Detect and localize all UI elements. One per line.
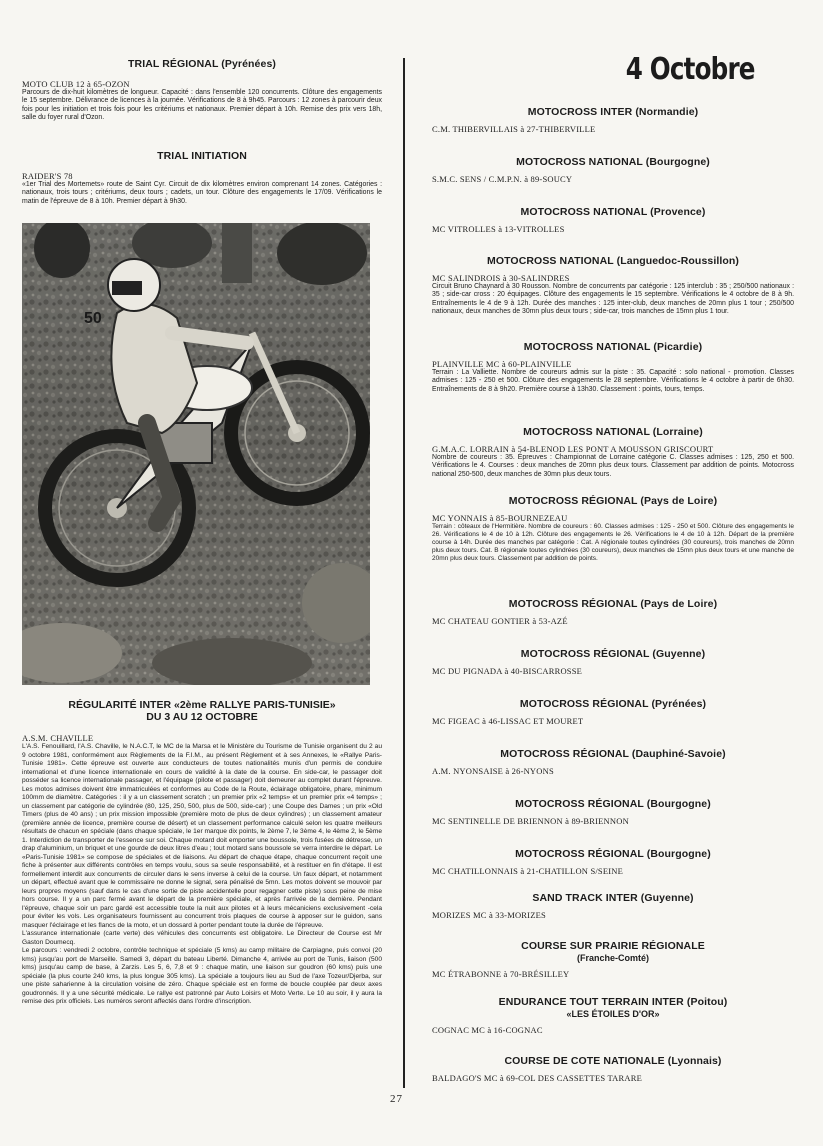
club-name: MC SENTINELLE DE BRIENNON à 89-BRIENNON xyxy=(432,816,629,826)
event-title: COURSE DE COTE NATIONALE (Lyonnais) xyxy=(504,1055,722,1067)
section-title: TRIAL RÉGIONAL (Pyrénées) xyxy=(128,58,276,70)
event-item xyxy=(432,648,794,676)
club-name: MC FIGEAC à 46-LISSAC ET MOURET xyxy=(432,716,584,726)
club-name: MC VITROLLES à 13-VITROLLES xyxy=(432,224,565,234)
event-item xyxy=(432,940,794,979)
rider-number: 50 xyxy=(84,310,102,327)
event-text: Circuit Bruno Chaynard à 30 Rousson. Nombre de concurrents par catégorie : 125 interclub : 35 ; 250/500 nationaux : 35 ; side-car cross : 20 équipages. Clôture des engagements le 15 septembre. Vérifications le 4 octobre de 8 à 9h. Entraînements le 4 de 9 à 12h. Durée des manches : 125 inter-club, deux manches de 20mn plus 1 tour ; 250/500 nationaux, deux manches de 30mn plus deux tours ; side-car, trois manches de 15mn plus 1 tour. xyxy=(432,283,794,316)
club-name: C.M. THIBERVILLAIS à 27-THIBERVILLE xyxy=(432,124,596,134)
column-divider xyxy=(403,58,405,1088)
trial-rider-photo xyxy=(22,223,370,685)
regularite-section xyxy=(22,699,382,1007)
event-text: Terrain : La Valliette. Nombre de coureurs admis sur la piste : 35. Capacité : solo national - promotion. Classes admises : 125 - 250 et 500. Clôture des engagements le 28 septembre. Vérifications le 4 octobre à partir de 6h30. Entraînements de 8 à 9h20. Première course à 13h30. Classement : points, tours, temps. xyxy=(432,369,794,393)
club-name: MC CHATEAU GONTIER à 53-AZÉ xyxy=(432,616,568,626)
club-name: COGNAC MC à 16-COGNAC xyxy=(432,1025,543,1035)
club-name: MORIZES MC à 33-MORIZES xyxy=(432,910,546,920)
event-title: MOTOCROSS NATIONAL (Picardie) xyxy=(523,341,703,353)
section-text: Parcours de dix-huit kilomètres de longueur. Capacité : dans l'ensemble 120 concurrents. Clôture des engagements le 15 septembre. Délivrance de licences à la journée. Vérifications de 8 à 9h45. Parcours : 12 zones à parcourir deux fois pour les initiation et trois fois pour les critériums et nationaux. Premier départ à 10h. Remise des prix vers 18h, salle du foyer rural d'Ozon. xyxy=(22,89,382,122)
event-item xyxy=(432,892,794,920)
event-title: MOTOCROSS INTER (Normandie) xyxy=(527,106,699,118)
event-item xyxy=(432,848,794,876)
section-text-2: L'assurance internationale (carte verte) des véhicules des concurrents est obligatoire. Le Directeur de Course est Mr Gaston Doumecq. xyxy=(22,930,382,946)
club-name: RAIDER'S 78 xyxy=(22,171,73,181)
event-item xyxy=(432,255,794,317)
event-title: MOTOCROSS NATIONAL (Bourgogne) xyxy=(516,156,710,168)
event-item xyxy=(432,106,794,134)
club-name: MC CHATILLONNAIS à 21-CHATILLON S/SEINE xyxy=(432,866,624,876)
event-title: MOTOCROSS RÉGIONAL (Bourgogne) xyxy=(515,848,711,860)
motorcycle-rider-illustration xyxy=(22,223,370,685)
section-text: «1er Trial des Mortemets» route de Saint Cyr. Circuit de dix kilomètres environ comprenant 14 zones. Catégories : nationaux, trois tours ; critériums, deux tours ; cadets, un tour. Clôture des engagements le 17/09. Vérifications le matin de l'épreuve de 8 à 10h. Premier départ à 9h30. xyxy=(22,181,382,205)
left-column xyxy=(22,58,382,1007)
event-title: COURSE SUR PRAIRIE RÉGIONALE xyxy=(521,940,705,952)
date-heading: 4 Octobre xyxy=(625,52,755,87)
event-item xyxy=(432,1055,794,1083)
section-text-3: Le parcours : vendredi 2 octobre, contrôle technique et spéciale (5 kms) au camp militaire de Carpiagne, puis convoi (20 kms) jusqu'au port de Marseille. Samedi 3, départ du bateau Liberté. Dimanche 4, arrivée au port de Tunis, liaison (500 kms) jusqu'au camp de base, à Zarzis. Les 5, 6, 7,8 et 9 : chaque matin, une liaison sur goudron (60 kms) puis une spéciale (la plus courte 240 kms, la plus longue 305 kms). La spéciale a toujours lieu au Sud de l'axe Tozeur/Djerba, sur une piste saharienne à la circulation voisine de zéro. Chaque spéciale est en forme de boucle couplée par deux axes goudronnés. Il y a une sécurité médicale. Le rallye est patronné par Auto Loisirs et Moto Verte. Le 10 au soir, il y aura la remise des prix officiels. Les numéros seront affectés dans l'ordre d'inscription. xyxy=(22,947,382,1005)
event-title: MOTOCROSS NATIONAL (Provence) xyxy=(520,206,706,218)
section-subtitle: DU 3 AU 12 OCTOBRE xyxy=(146,711,258,723)
event-text: Terrain : côteaux de l'Hermitière. Nombre de coureurs : 60. Classes admises : 125 - 250 et 500. Clôture des engagements le 26. Vérifications le 4 de 10 à 12h. Clôture des engagements le 26. Vérifications le 4 de 10 à 12h. Départ de la première course à 14h. Durée des manches par catégorie : Cat. A régionale toutes cylindrées (30 coureurs), trois manches de 20mn plus deux tours. Cat. B régionale toutes cylindrées (30 coureurs), deux manches de 15mn plus deux tours et une manche de 20mn plus deux tours. Classement par addition de points. xyxy=(432,523,794,562)
event-title: MOTOCROSS RÉGIONAL (Guyenne) xyxy=(520,648,706,660)
event-item xyxy=(432,598,794,626)
event-item xyxy=(432,698,794,726)
section-text: L'A.S. Fenouillard, l'A.S. Chaville, le N.A.C.T, le MC de la Marsa et le Ministère du Tourisme de Tunisie organisent du 2 au 9 octobre 1981, conformément aux Règlements de la F.I.M., au présent Règlement et à ses Annexes, le «Rallye Paris-Tunisie 1981». Cette épreuve est ouverte aux conducteurs de toutes nationalités munis d'un permis de conduire international et d'une licence internationale en cours de validité à la date de la course. En side-car, le passager doit posséder sa licence internationale passager, et l'équipage (pilote et passager) doit demeurer au complet durant l'épreuve. Les motos admises doivent être immatriculées et conformes au Code de la Route, éclairage obligatoire, phare, minimum 100mm de diamètre. Catégories : il y a un classement scratch ; un premier prix «2 temps» et un premier prix «4 temps» ; un classement par catégorie de cylindrée (80, 125, 250, 500, plus de 500, side-car) ; une Coupe des Dames ; un prix «Old Timers (plus de 40 ans) ; un prix mission impossible (première moto de plus de deux cylindres) ; un classement amateur (première année de licence, première course de désert) et un classement performance calculé selon les quatre meilleurs résultats de chacun en spéciale (dans chaque spéciale, le 1er marque dix points, le 2ème 7, le 3ème 4, le 4ème 2, le 5ème 1. Interdiction de transporter de l'essence sur soi. Chaque motard doit emporter une boussole, trois fusées de détresse, un drap d'aluminium, un briquet et une gourde de deux litres d'eau ; tout motard sans boussole se verra interdire le départ. Le «Paris-Tunisie 1981» se compose de spéciales et de liaisons. Au départ de chaque étape, chaque concurrent reçoit une fiche à présenter aux différents contrôles en temps voulu, sous sa seule responsabilité, et à restituer en fin d'étape. Il est formellement interdit aux concurrents de circuler dans le sens inverse à celui de la course. Un faux départ, et notamment un départ, effectué avant que le commissaire ne donne le signal, sera pénalisé de 5mn. Les motos doivent se mouvoir par leurs propres moyens (sauf dans le cas d'une sortie de piste accidentelle pour regagner cette piste) sous peine de mise hors course. Il y a un parc fermé avant le départ de la première spéciale, et après l'arrivée de la dernière. Pendant l'épreuve, chaque soir un parc gardé est accessible toute la nuit aux pilotes et à leurs mécaniciens exclusivement -cela pour éviter les vols. Les organisateurs fournissent au concurrent trois plaques de course à apposer sur le guidon, sans masquer l'éclairage et les flancs de la moto, et un dossard à porter pendant toute la durée de l'épreuve. xyxy=(22,743,382,929)
event-item xyxy=(432,341,794,394)
event-text: Nombre de coureurs : 35. Épreuves : Championnat de Lorraine catégorie C. Classes admises : 125, 250 et 500. Vérifications le 4. Courses : deux manches de 20mn plus deux tours. Classement par addition de points. Motocross national 250-500, deux manches de 30mn plus deux tours. xyxy=(432,454,794,478)
club-name: BALDAGO'S MC à 69-COL DES CASSETTES TARARE xyxy=(432,1073,642,1083)
section-title: TRIAL INITIATION xyxy=(157,150,247,162)
club-name: A.S.M. CHAVILLE xyxy=(22,733,94,743)
event-item xyxy=(432,996,794,1035)
page-number: 27 xyxy=(390,1093,403,1105)
club-name: S.M.C. SENS / C.M.P.N. à 89-SOUCY xyxy=(432,174,573,184)
club-name: MC ÉTRABONNE à 70-BRÉSILLEY xyxy=(432,969,570,979)
event-title: ENDURANCE TOUT TERRAIN INTER (Poitou) xyxy=(498,996,728,1008)
event-item xyxy=(432,748,794,776)
event-title: MOTOCROSS RÉGIONAL (Dauphiné-Savoie) xyxy=(500,748,726,760)
event-title: SAND TRACK INTER (Guyenne) xyxy=(532,892,694,904)
club-name: PLAINVILLE MC à 60-PLAINVILLE xyxy=(432,359,572,369)
event-title: MOTOCROSS RÉGIONAL (Pays de Loire) xyxy=(508,598,718,610)
right-column xyxy=(432,52,794,1083)
event-item xyxy=(432,426,794,479)
club-name: MOTO CLUB 12 à 65-OZON xyxy=(22,79,130,89)
event-title: MOTOCROSS RÉGIONAL (Bourgogne) xyxy=(515,798,711,810)
event-subtitle: «LES ÉTOILES D'OR» xyxy=(566,1009,660,1019)
trial-regional-section xyxy=(22,58,382,138)
club-name: MC YONNAIS à 85-BOURNEZEAU xyxy=(432,513,568,523)
club-name: A.M. NYONSAISE à 26-NYONS xyxy=(432,766,554,776)
section-title: RÉGULARITÉ INTER «2ème RALLYE PARIS-TUNISIE» xyxy=(68,699,336,711)
trial-initiation-section xyxy=(22,150,382,230)
event-title: MOTOCROSS NATIONAL (Languedoc-Roussillon) xyxy=(486,255,739,267)
club-name: MC SALINDROIS à 30-SALINDRES xyxy=(432,273,570,283)
event-item xyxy=(432,206,794,234)
club-name: G.M.A.C. LORRAIN à 54-BLENOD LES PONT A MOUSSON GRISCOURT xyxy=(432,444,714,454)
event-subtitle: (Franche-Comté) xyxy=(576,953,649,963)
event-title: MOTOCROSS NATIONAL (Lorraine) xyxy=(523,426,703,438)
club-name: MC DU PIGNADA à 40-BISCARROSSE xyxy=(432,666,583,676)
event-item xyxy=(432,495,794,563)
event-title: MOTOCROSS RÉGIONAL (Pays de Loire) xyxy=(508,495,718,507)
event-title: MOTOCROSS RÉGIONAL (Pyrénées) xyxy=(519,698,707,710)
event-item xyxy=(432,156,794,184)
event-item xyxy=(432,798,794,826)
